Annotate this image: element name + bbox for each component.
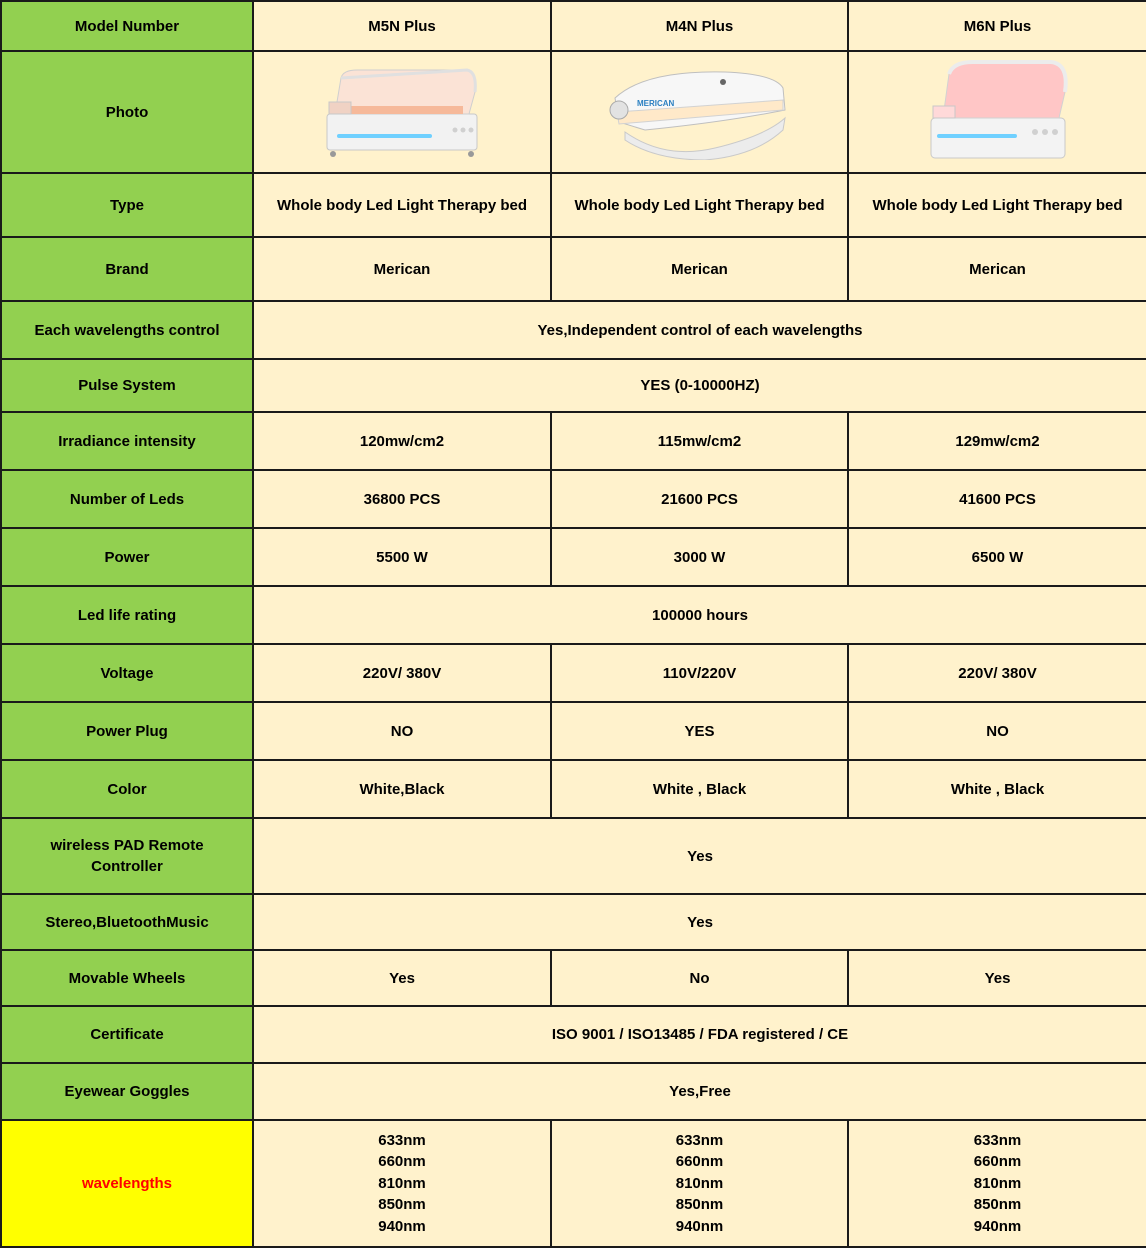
power-value: 5500 W — [253, 528, 551, 586]
wavelengths-list-m5n-plus — [253, 1120, 551, 1247]
label-power-plug: Power Plug — [1, 702, 253, 760]
row-irradiance — [1, 412, 1146, 470]
row-led-life — [1, 586, 1146, 644]
brand-value: Merican — [551, 237, 848, 301]
power-plug-value: NO — [848, 702, 1146, 760]
wavelength-item: 850nm — [675, 1196, 724, 1214]
wheels-value: No — [551, 950, 848, 1006]
row-remote-controller — [1, 818, 1146, 894]
row-brand — [1, 237, 1146, 301]
row-certificate — [1, 1006, 1146, 1063]
power-plug-value: YES — [551, 702, 848, 760]
wheels-value: Yes — [848, 950, 1146, 1006]
wavelength-item: 940nm — [378, 1217, 426, 1235]
row-color — [1, 760, 1146, 818]
color-value: White,Black — [253, 760, 551, 818]
model-m6n-plus: M6N Plus — [848, 1, 1146, 51]
label-color: Color — [1, 760, 253, 818]
label-remote-line-2: Controller — [91, 858, 163, 875]
wheels-value: Yes — [253, 950, 551, 1006]
row-bluetooth-music — [1, 894, 1146, 950]
row-type — [1, 173, 1146, 237]
leds-value: 36800 PCS — [253, 470, 551, 528]
row-number-of-leds — [1, 470, 1146, 528]
power-value: 6500 W — [848, 528, 1146, 586]
row-eyewear-goggles — [1, 1063, 1146, 1120]
wavelength-item: 810nm — [378, 1174, 426, 1192]
type-value: Whole body Led Light Therapy bed — [551, 173, 848, 237]
label-bluetooth-music: Stereo,BluetoothMusic — [1, 894, 253, 950]
type-value: Whole body Led Light Therapy bed — [253, 173, 551, 237]
power-plug-value: NO — [253, 702, 551, 760]
label-movable-wheels: Movable Wheels — [1, 950, 253, 1006]
wavelength-item: 633nm — [675, 1131, 724, 1149]
label-voltage: Voltage — [1, 644, 253, 702]
label-irradiance: Irradiance intensity — [1, 412, 253, 470]
photo-m4n-plus — [551, 51, 848, 173]
wavelengths-list-m4n-plus — [551, 1120, 848, 1247]
brand-value: Merican — [253, 237, 551, 301]
label-type: Type — [1, 173, 253, 237]
label-remote-line-1: wireless PAD Remote — [50, 837, 204, 854]
wavelength-item: 940nm — [675, 1217, 724, 1235]
therapy-bed-red-light-image — [923, 56, 1073, 168]
row-pulse-system — [1, 359, 1146, 412]
leds-value: 41600 PCS — [848, 470, 1146, 528]
label-power: Power — [1, 528, 253, 586]
row-wavelengths — [1, 1120, 1146, 1247]
therapy-bed-open-image — [317, 64, 487, 160]
row-photo — [1, 51, 1146, 173]
label-wavelengths: wavelengths — [1, 1120, 253, 1247]
wavelength-item: 633nm — [973, 1131, 1022, 1149]
irradiance-value: 115mw/cm2 — [551, 412, 848, 470]
label-number-of-leds: Number of Leds — [1, 470, 253, 528]
led-life-value: 100000 hours — [253, 586, 1146, 644]
label-led-life: Led life rating — [1, 586, 253, 644]
power-value: 3000 W — [551, 528, 848, 586]
wavelength-item: 940nm — [973, 1217, 1022, 1235]
wavelength-item: 850nm — [378, 1196, 426, 1214]
label-brand: Brand — [1, 237, 253, 301]
wavelength-control-value: Yes,Independent control of each wavelengths — [253, 301, 1146, 359]
pulse-system-value: YES (0-10000HZ) — [253, 359, 1146, 412]
wavelength-item: 850nm — [973, 1196, 1022, 1214]
row-voltage — [1, 644, 1146, 702]
wavelengths-list-m6n-plus — [848, 1120, 1146, 1247]
color-value: White , Black — [848, 760, 1146, 818]
photo-m5n-plus — [253, 51, 551, 173]
wavelength-item: 810nm — [675, 1174, 724, 1192]
wavelength-item: 660nm — [973, 1153, 1022, 1171]
irradiance-value: 129mw/cm2 — [848, 412, 1146, 470]
label-eyewear-goggles: Eyewear Goggles — [1, 1063, 253, 1120]
model-m4n-plus: M4N Plus — [551, 1, 848, 51]
label-wavelength-control: Each wavelengths control — [1, 301, 253, 359]
label-certificate: Certificate — [1, 1006, 253, 1063]
wavelength-item: 633nm — [378, 1131, 426, 1149]
brand-mark-text: MERICAN — [636, 99, 674, 108]
row-power — [1, 528, 1146, 586]
voltage-value: 220V/ 380V — [848, 644, 1146, 702]
row-model-number — [1, 1, 1146, 51]
label-photo: Photo — [1, 51, 253, 173]
irradiance-value: 120mw/cm2 — [253, 412, 551, 470]
voltage-value: 220V/ 380V — [253, 644, 551, 702]
certificate-value: ISO 9001 / ISO13485 / FDA registered / CE — [253, 1006, 1146, 1063]
row-power-plug — [1, 702, 1146, 760]
remote-controller-value: Yes — [253, 818, 1146, 894]
photo-m6n-plus — [848, 51, 1146, 173]
type-value: Whole body Led Light Therapy bed — [848, 173, 1146, 237]
voltage-value: 110V/220V — [551, 644, 848, 702]
wavelength-item: 660nm — [675, 1153, 724, 1171]
leds-value: 21600 PCS — [551, 470, 848, 528]
row-movable-wheels — [1, 950, 1146, 1006]
brand-value: Merican — [848, 237, 1146, 301]
label-model-number: Model Number — [1, 1, 253, 51]
wavelength-item: 660nm — [378, 1153, 426, 1171]
model-m5n-plus: M5N Plus — [253, 1, 551, 51]
label-pulse-system: Pulse System — [1, 359, 253, 412]
row-wavelength-control — [1, 301, 1146, 359]
color-value: White , Black — [551, 760, 848, 818]
eyewear-goggles-value: Yes,Free — [253, 1063, 1146, 1120]
bluetooth-music-value: Yes — [253, 894, 1146, 950]
therapy-bed-closed-image — [605, 64, 795, 160]
label-remote-controller — [1, 818, 253, 894]
wavelength-item: 810nm — [973, 1174, 1022, 1192]
